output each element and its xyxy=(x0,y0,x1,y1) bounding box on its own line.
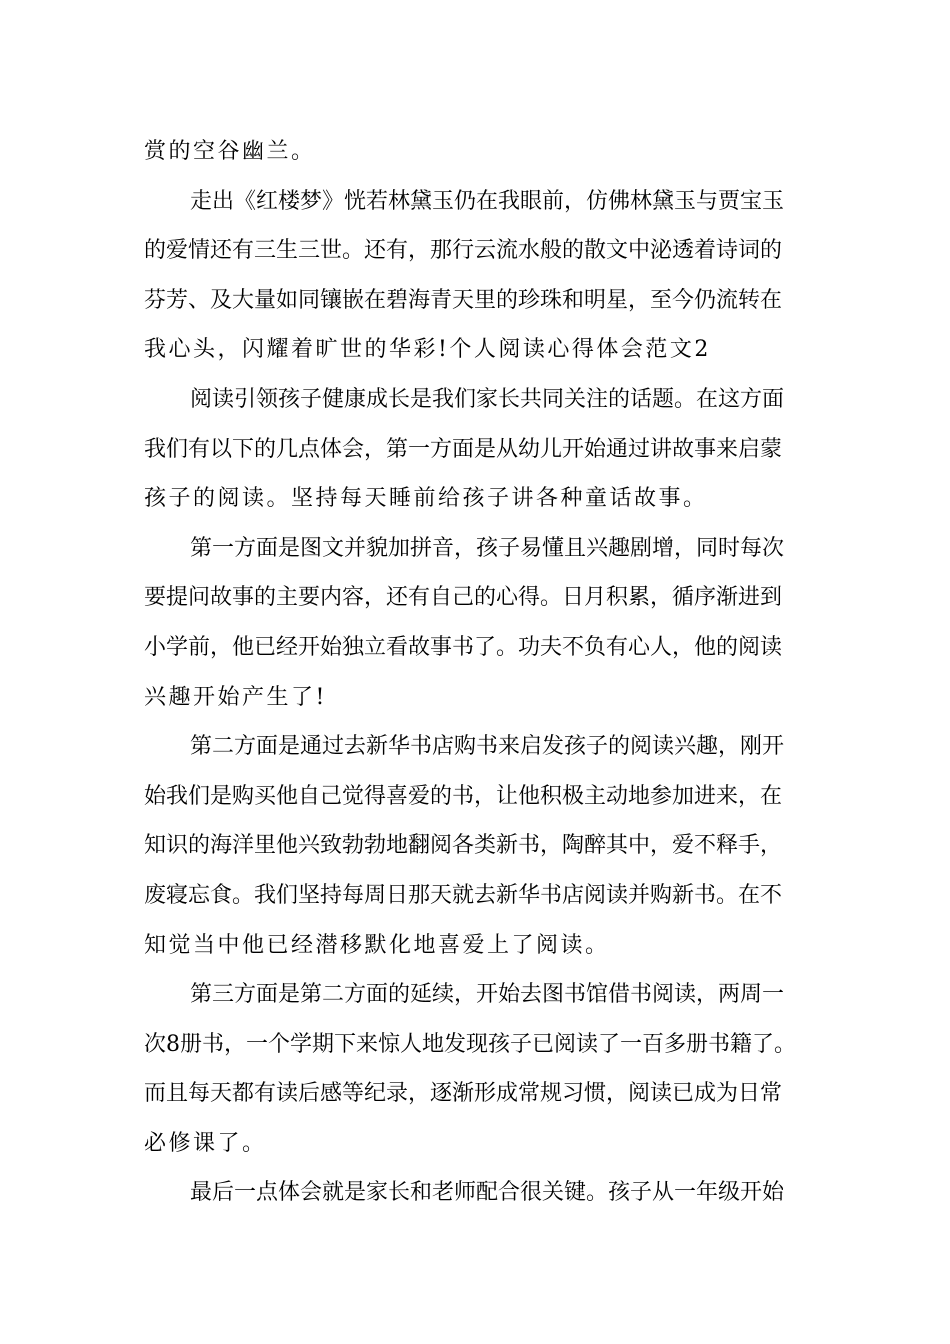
text-line: 兴趣开始产生了! xyxy=(144,684,327,710)
text-line: 始我们是购买他自己觉得喜爱的书，让他积极主动地参加进来，在 xyxy=(144,783,783,809)
text-line: 要提问故事的主要内容，还有自己的心得。日月积累，循序渐进到 xyxy=(144,585,783,611)
paragraph-first-line: 第一方面是图文并貌加拼音，孩子易懂且兴趣剧增，同时每次 xyxy=(190,535,785,561)
text-line: 孩子的阅读。坚持每天睡前给孩子讲各种童话故事。 xyxy=(144,486,708,512)
text-line: 赏的空谷幽兰。 xyxy=(144,139,316,164)
paragraph-first-line: 最后一点体会就是家长和老师配合很关键。孩子从一年级开始 xyxy=(190,1180,785,1206)
text-line: 废寝忘食。我们坚持每周日那天就去新华书店阅读并购新书。在不 xyxy=(144,882,783,908)
text-line: 而且每天都有读后感等纪录，逐渐形成常规习惯，阅读已成为日常 xyxy=(144,1081,783,1107)
paragraph-first-line: 走出《红楼梦》恍若林黛玉仍在我眼前，仿佛林黛玉与贾宝玉 xyxy=(190,188,785,214)
text-line: 我们有以下的几点体会，第一方面是从幼儿开始通过讲故事来启蒙 xyxy=(144,436,783,462)
text-line: 次8册书，一个学期下来惊人地发现孩子已阅读了一百多册书籍了。 xyxy=(144,1031,796,1057)
text-line: 的爱情还有三生三世。还有，那行云流水般的散文中泌透着诗词的 xyxy=(144,238,783,264)
text-line: 知觉当中他已经潜移默化地喜爱上了阅读。 xyxy=(144,932,610,958)
text-line: 芬芳、及大量如同镶嵌在碧海青天里的珍珠和明星，至今仍流转在 xyxy=(144,287,783,313)
document-body xyxy=(144,127,814,1218)
text-line: 知识的海洋里他兴致勃勃地翻阅各类新书，陶醉其中，爱不释手， xyxy=(144,833,783,859)
text-line: 必修课了。 xyxy=(144,1130,267,1156)
paragraph-first-line: 第二方面是通过去新华书店购书来启发孩子的阅读兴趣，刚开 xyxy=(190,734,785,760)
paragraph-first-line: 第三方面是第二方面的延续，开始去图书馆借书阅读，两周一 xyxy=(190,982,785,1008)
paragraph-first-line: 阅读引领孩子健康成长是我们家长共同关注的话题。在这方面 xyxy=(190,386,785,412)
text-line: 我心头，闪耀着旷世的华彩!个人阅读心得体会范文2 xyxy=(144,337,711,363)
text-line: 小学前，他已经开始独立看故事书了。功夫不负有心人，他的阅读 xyxy=(144,634,783,660)
